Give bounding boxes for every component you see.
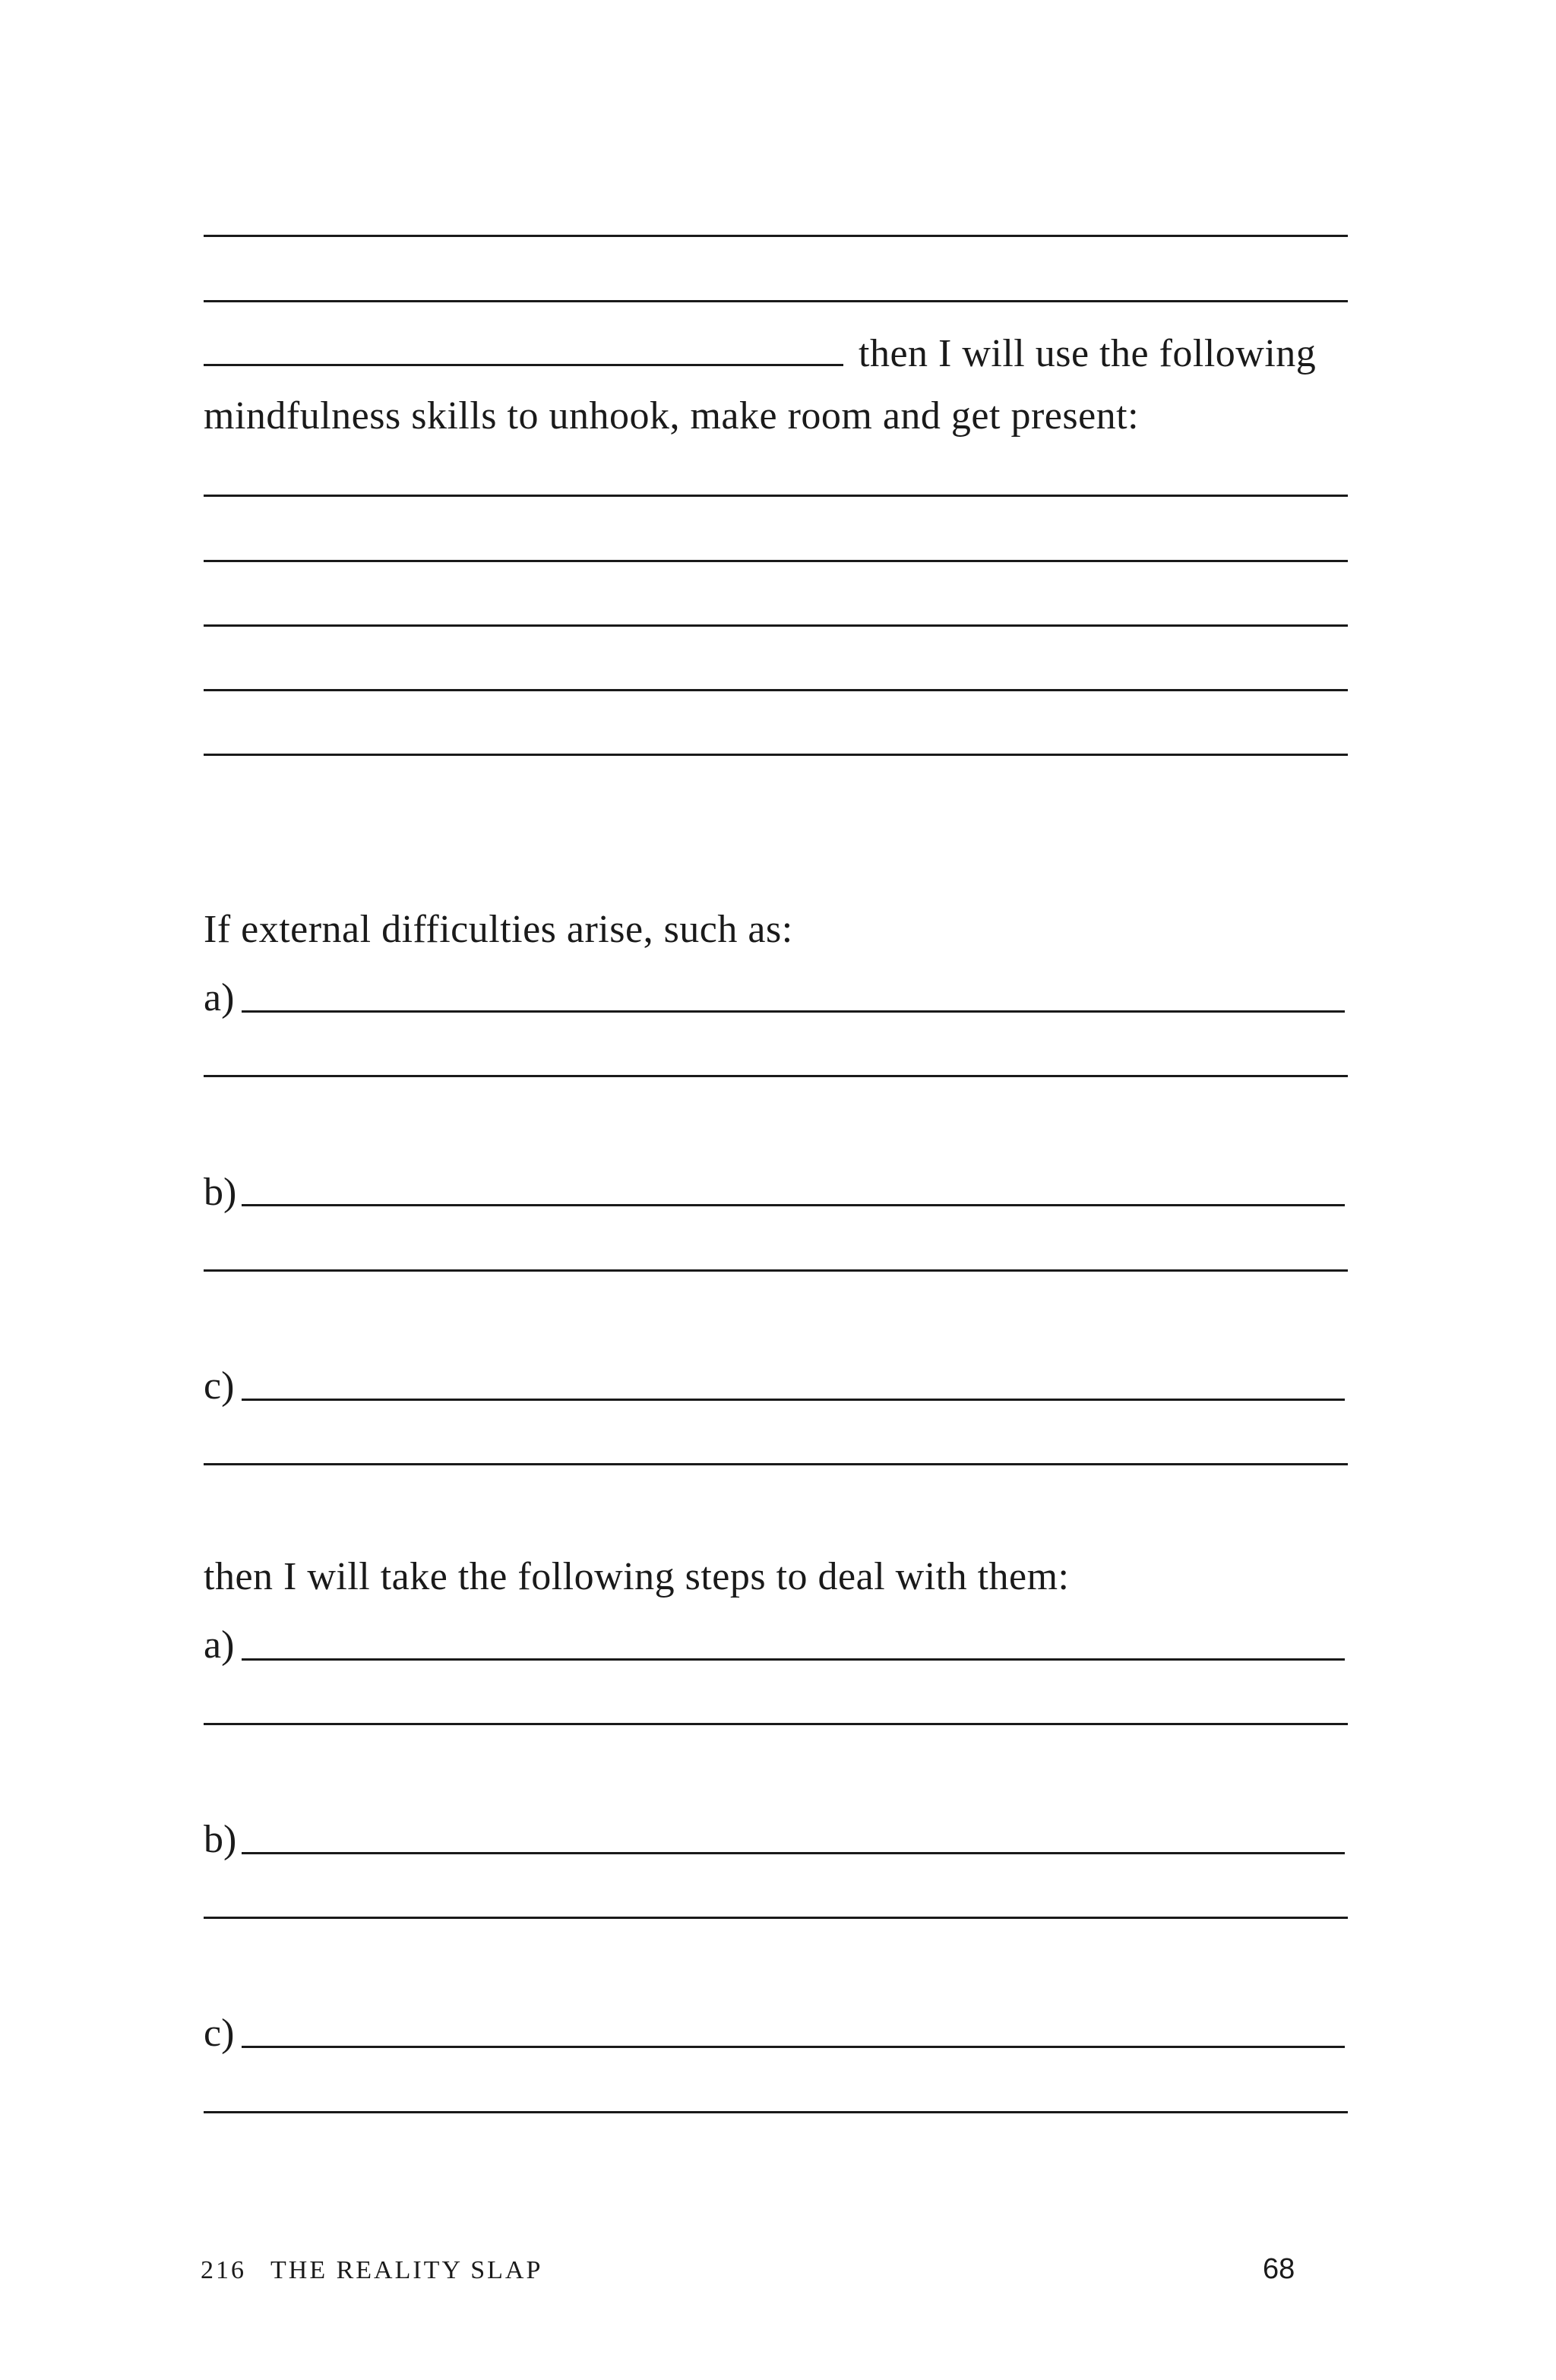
writing-line[interactable]: [204, 689, 1348, 691]
intro-continuation-text: then I will use the following: [859, 332, 1317, 375]
writing-line[interactable]: [204, 2111, 1348, 2113]
writing-line[interactable]: [242, 1010, 1345, 1013]
item-label-b: b): [204, 1171, 237, 1214]
pdf-page-number: 68: [1263, 2253, 1295, 2285]
external-difficulties-heading: If external difficulties arise, such as:: [204, 908, 793, 951]
writing-line[interactable]: [242, 1204, 1345, 1206]
running-footer: [201, 2256, 542, 2285]
writing-line[interactable]: [204, 235, 1348, 237]
page-number: 216: [201, 2256, 246, 2284]
item-label-b: b): [204, 1818, 237, 1861]
writing-line-short[interactable]: [204, 364, 843, 366]
writing-line[interactable]: [204, 1917, 1348, 1919]
book-title: THE REALITY SLAP: [270, 2256, 543, 2284]
writing-line[interactable]: [204, 1075, 1348, 1077]
writing-line[interactable]: [204, 1463, 1348, 1465]
writing-line[interactable]: [204, 624, 1348, 627]
item-label-a: a): [204, 976, 235, 1019]
steps-heading: then I will take the following steps to deal with them:: [204, 1555, 1070, 1598]
writing-line[interactable]: [204, 300, 1348, 302]
writing-line[interactable]: [204, 1723, 1348, 1725]
intro-text-line2: mindfulness skills to unhook, make room and get present:: [204, 394, 1140, 438]
writing-line[interactable]: [242, 1852, 1345, 1854]
item-label-c: c): [204, 2012, 235, 2055]
writing-line[interactable]: [204, 495, 1348, 497]
writing-line[interactable]: [204, 1269, 1348, 1272]
item-label-c: c): [204, 1364, 235, 1408]
writing-line[interactable]: [242, 1658, 1345, 1661]
writing-line[interactable]: [204, 754, 1348, 756]
item-label-a: a): [204, 1623, 235, 1667]
writing-line[interactable]: [242, 2046, 1345, 2048]
writing-line[interactable]: [204, 560, 1348, 562]
writing-line[interactable]: [242, 1399, 1345, 1401]
